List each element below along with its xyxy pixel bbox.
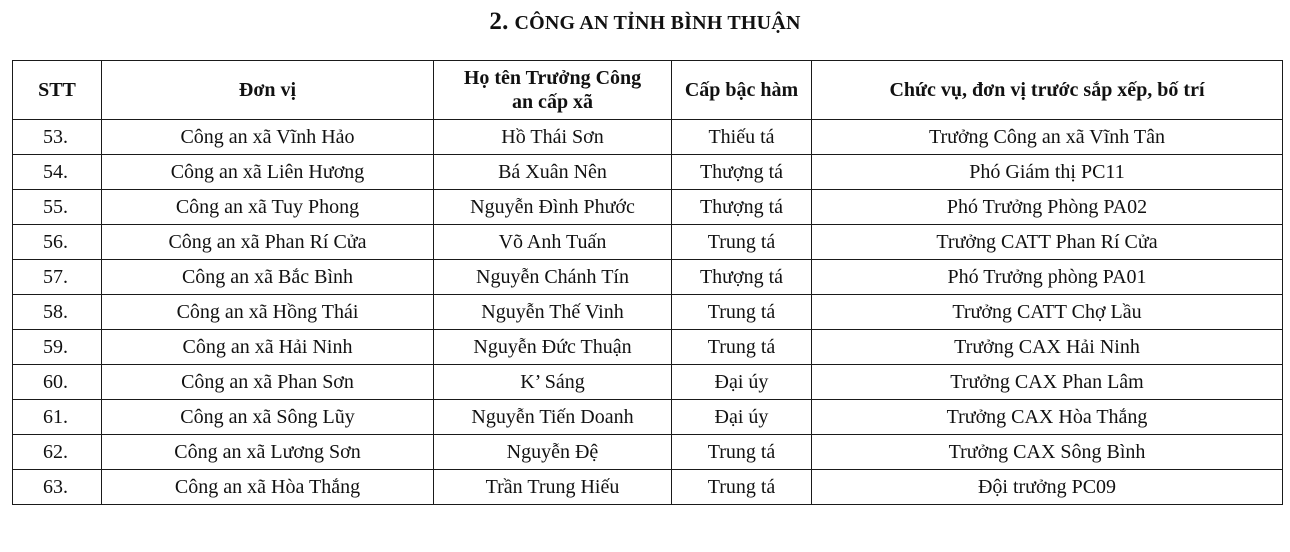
table-row (13, 400, 1283, 435)
table-header-row (13, 61, 1283, 120)
cell-ho-ten: Hồ Thái Sơn (434, 120, 672, 155)
header-don-vi: Đơn vị (102, 61, 434, 120)
cell-don-vi: Công an xã Phan Rí Cửa (102, 225, 434, 260)
cell-cap-bac: Trung tá (672, 435, 812, 470)
cell-cap-bac: Thượng tá (672, 260, 812, 295)
cell-don-vi: Công an xã Hải Ninh (102, 330, 434, 365)
cell-don-vi: Công an xã Phan Sơn (102, 365, 434, 400)
cell-stt: 62. (13, 435, 102, 470)
cell-cap-bac: Trung tá (672, 295, 812, 330)
cell-chuc-vu: Phó Giám thị PC11 (812, 155, 1283, 190)
table-row (13, 120, 1283, 155)
cell-stt: 60. (13, 365, 102, 400)
table-row (13, 295, 1283, 330)
table-row (13, 155, 1283, 190)
cell-chuc-vu: Trưởng CAX Phan Lâm (812, 365, 1283, 400)
header-cap-bac: Cấp bậc hàm (672, 61, 812, 120)
cell-stt: 59. (13, 330, 102, 365)
cell-cap-bac: Thiếu tá (672, 120, 812, 155)
page-title (0, 8, 1290, 36)
cell-don-vi: Công an xã Vĩnh Hảo (102, 120, 434, 155)
cell-stt: 57. (13, 260, 102, 295)
cell-chuc-vu: Trưởng Công an xã Vĩnh Tân (812, 120, 1283, 155)
header-chuc-vu: Chức vụ, đơn vị trước sắp xếp, bố trí (812, 61, 1283, 120)
cell-ho-ten: Nguyễn Chánh Tín (434, 260, 672, 295)
cell-chuc-vu: Trưởng CATT Phan Rí Cửa (812, 225, 1283, 260)
cell-chuc-vu: Trưởng CATT Chợ Lầu (812, 295, 1283, 330)
header-ho-ten-line2: an cấp xã (511, 91, 594, 113)
cell-don-vi: Công an xã Sông Lũy (102, 400, 434, 435)
cell-chuc-vu: Đội trưởng PC09 (812, 470, 1283, 505)
header-ho-ten (434, 61, 672, 120)
cell-ho-ten: Trần Trung Hiếu (434, 470, 672, 505)
cell-ho-ten: Nguyễn Đức Thuận (434, 330, 672, 365)
cell-ho-ten: Bá Xuân Nên (434, 155, 672, 190)
cell-don-vi: Công an xã Hồng Thái (102, 295, 434, 330)
cell-cap-bac: Đại úy (672, 400, 812, 435)
cell-don-vi: Công an xã Lương Sơn (102, 435, 434, 470)
cell-cap-bac: Thượng tá (672, 190, 812, 225)
table-row (13, 225, 1283, 260)
cell-cap-bac: Trung tá (672, 330, 812, 365)
cell-stt: 53. (13, 120, 102, 155)
cell-stt: 58. (13, 295, 102, 330)
header-stt: STT (13, 61, 102, 120)
cell-ho-ten: Võ Anh Tuấn (434, 225, 672, 260)
title-number: 2. (489, 8, 509, 35)
cell-chuc-vu: Trưởng CAX Sông Bình (812, 435, 1283, 470)
cell-stt: 56. (13, 225, 102, 260)
cell-ho-ten: Nguyễn Tiến Doanh (434, 400, 672, 435)
cell-stt: 63. (13, 470, 102, 505)
table-row (13, 470, 1283, 505)
cell-chuc-vu: Phó Trưởng phòng PA01 (812, 260, 1283, 295)
cell-don-vi: Công an xã Bắc Bình (102, 260, 434, 295)
cell-don-vi: Công an xã Tuy Phong (102, 190, 434, 225)
cell-cap-bac: Đại úy (672, 365, 812, 400)
cell-chuc-vu: Trưởng CAX Hòa Thắng (812, 400, 1283, 435)
cell-ho-ten: Nguyễn Đình Phước (434, 190, 672, 225)
cell-chuc-vu: Trưởng CAX Hải Ninh (812, 330, 1283, 365)
table-row (13, 260, 1283, 295)
cell-cap-bac: Thượng tá (672, 155, 812, 190)
cell-stt: 54. (13, 155, 102, 190)
cell-ho-ten: Nguyễn Đệ (434, 435, 672, 470)
cell-stt: 55. (13, 190, 102, 225)
cell-ho-ten: Nguyễn Thế Vinh (434, 295, 672, 330)
police-chief-table (12, 60, 1283, 505)
cell-cap-bac: Trung tá (672, 470, 812, 505)
table-row (13, 435, 1283, 470)
cell-chuc-vu: Phó Trưởng Phòng PA02 (812, 190, 1283, 225)
table-row (13, 330, 1283, 365)
cell-ho-ten: K’ Sáng (434, 365, 672, 400)
table-row (13, 190, 1283, 225)
title-text: CÔNG AN TỈNH BÌNH THUẬN (514, 12, 801, 34)
header-ho-ten-line1: Họ tên Trưởng Công (463, 67, 642, 89)
cell-don-vi: Công an xã Hòa Thắng (102, 470, 434, 505)
cell-cap-bac: Trung tá (672, 225, 812, 260)
cell-stt: 61. (13, 400, 102, 435)
cell-don-vi: Công an xã Liên Hương (102, 155, 434, 190)
table-row (13, 365, 1283, 400)
